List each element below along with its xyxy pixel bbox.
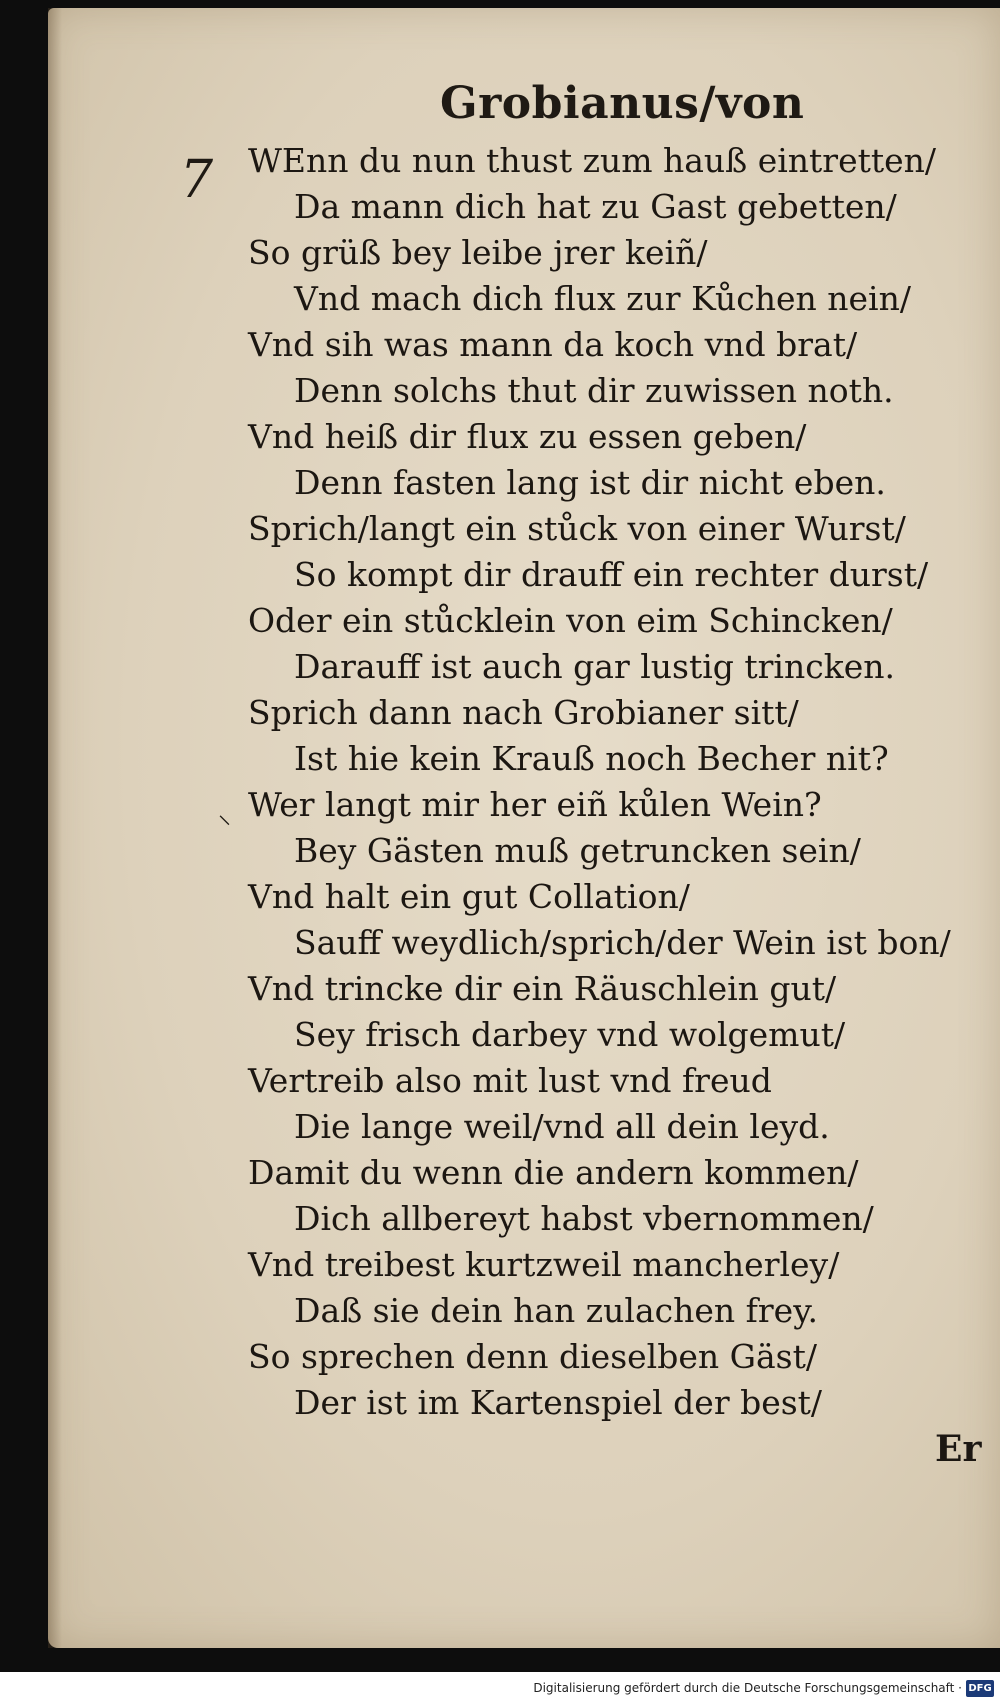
- verse-line: Dich allbereyt habst vbernommen/: [294, 1199, 874, 1238]
- verse-line: Vnd halt ein gut Collation/: [248, 877, 690, 916]
- page-edge-shadow: [48, 8, 62, 1648]
- verse-line: Ist hie kein Krauß noch Becher nit?: [294, 739, 889, 778]
- verse-line: WEnn du nun thust zum hauß eintretten/: [248, 141, 937, 180]
- digitization-credit: Digitalisierung gefördert durch die Deutsche Forschungsgemeinschaft ·: [533, 1681, 962, 1695]
- verse-line: Vnd mach dich flux zur Kůchen nein/: [294, 279, 911, 318]
- verse-line: So kompt dir drauff ein rechter durst/: [294, 555, 929, 594]
- verse-line: Sprich/langt ein stůck von einer Wurst/: [248, 509, 906, 548]
- verse-line: Vnd trincke dir ein Räuschlein gut/: [248, 969, 837, 1008]
- verse-line: So grüß bey leibe jrer keiñ/: [248, 233, 708, 272]
- verse-line: Denn solchs thut dir zuwissen noth.: [294, 371, 894, 410]
- verse-line: Denn fasten lang ist dir nicht eben.: [294, 463, 886, 502]
- footer-bar: [0, 1672, 1000, 1707]
- running-head: Grobianus/von: [440, 78, 805, 129]
- verse-line: Die lange weil/vnd all dein leyd.: [294, 1107, 830, 1146]
- verse-line: Oder ein stůcklein von eim Schincken/: [248, 601, 893, 640]
- verse-line: Sey frisch darbey vnd wolgemut/: [294, 1015, 846, 1054]
- margin-mark: ⸜: [218, 800, 232, 830]
- verse-line: Vnd treibest kurtzweil mancherley/: [248, 1245, 840, 1284]
- verse-line: Der ist im Kartenspiel der best/: [294, 1383, 823, 1422]
- verse-line: Daß sie dein han zulachen frey.: [294, 1291, 818, 1330]
- verse-line: Vertreib also mit lust vnd freud: [248, 1061, 772, 1100]
- verse-line: Sprich dann nach Grobianer sitt/: [248, 693, 799, 732]
- verse-line: Bey Gästen muß getruncken sein/: [294, 831, 861, 870]
- catchword: Er: [935, 1428, 982, 1470]
- verse-line: Sauff weydlich/sprich/der Wein ist bon/: [294, 923, 951, 962]
- verse-line: Vnd heiß dir flux zu essen geben/: [248, 417, 807, 456]
- page-number: 7: [180, 150, 214, 210]
- verse-line: Vnd sih was mann da koch vnd brat/: [248, 325, 858, 364]
- verse-line: Wer langt mir her eiñ kůlen Wein?: [248, 785, 822, 824]
- verse-block: [248, 138, 951, 1426]
- verse-line: Damit du wenn die andern kommen/: [248, 1153, 859, 1192]
- dfg-logo-icon: DFG: [966, 1680, 994, 1697]
- verse-line: So sprechen denn dieselben Gäst/: [248, 1337, 817, 1376]
- verse-line: Da mann dich hat zu Gast gebetten/: [294, 187, 897, 226]
- verse-line: Darauff ist auch gar lustig trincken.: [294, 647, 895, 686]
